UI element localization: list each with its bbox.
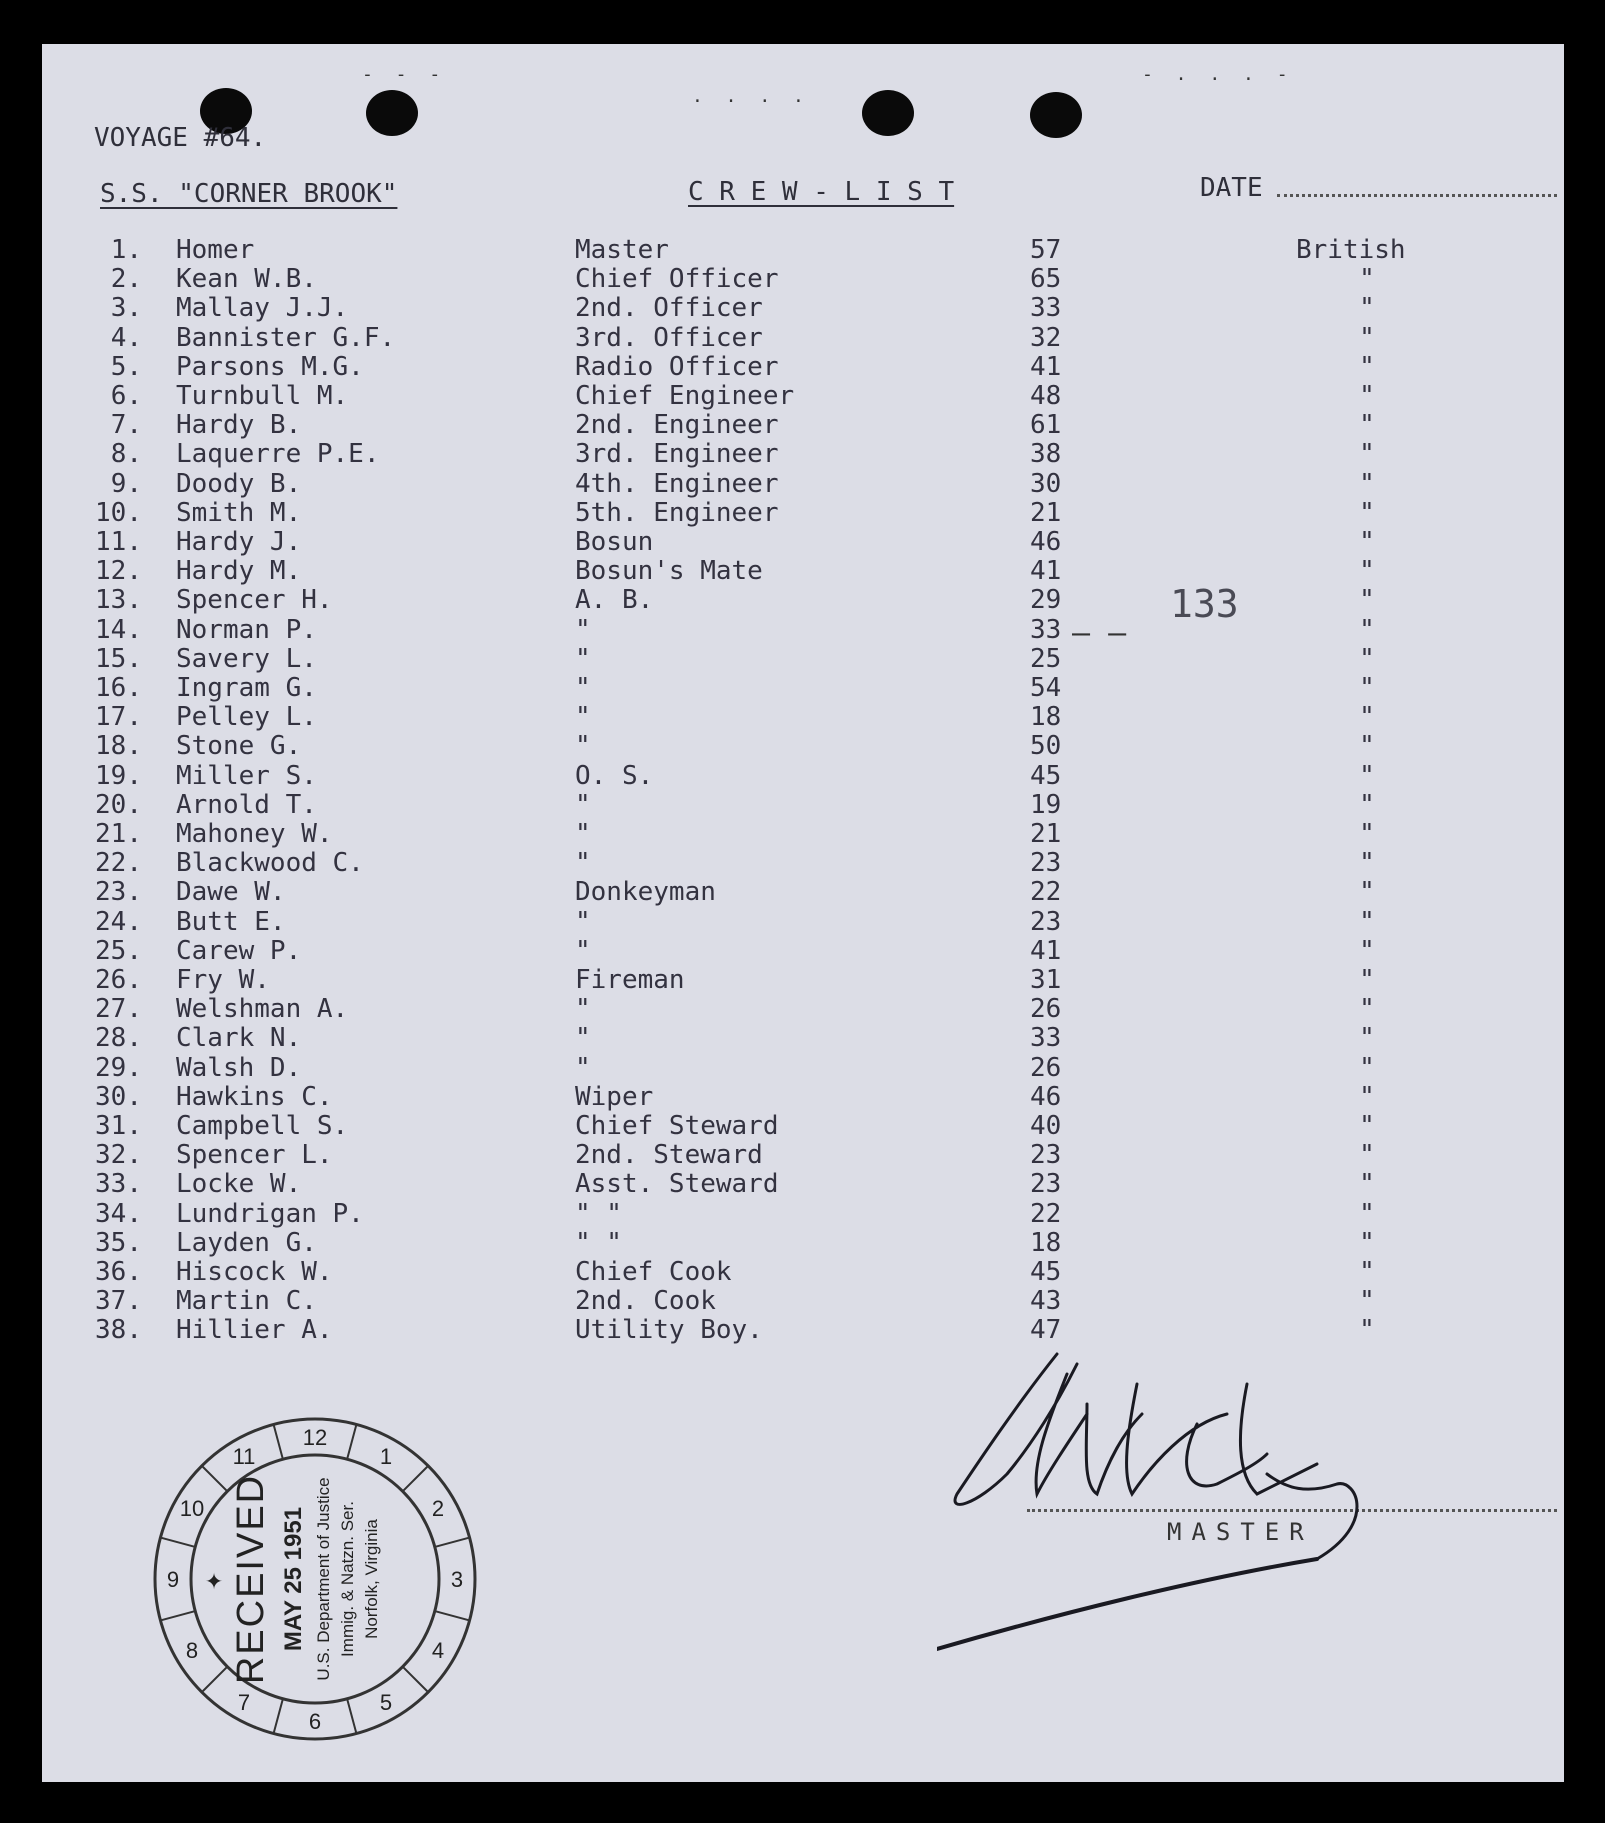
crew-age: 23 <box>1030 1140 1062 1171</box>
crew-age: 26 <box>1030 994 1062 1025</box>
crew-number: 18. <box>95 731 142 762</box>
crew-rank: " <box>575 614 591 645</box>
table-row <box>42 1170 1522 1199</box>
crew-number: 34. <box>95 1198 142 1229</box>
crew-age: 18 <box>1030 1227 1062 1258</box>
crew-nationality: " <box>1359 731 1375 762</box>
crew-number: 26. <box>95 965 142 995</box>
crew-rank: A. B. <box>575 585 654 616</box>
crew-number: 38. <box>95 1315 142 1346</box>
crew-name: Mallay J.J. <box>176 293 349 324</box>
table-row <box>42 1200 1522 1229</box>
crew-name: Mahoney W. <box>176 819 333 849</box>
stamp-hour-label: 5 <box>379 1689 393 1715</box>
crew-nationality: " <box>1359 1198 1375 1229</box>
stamp-hour-label: 4 <box>431 1638 445 1663</box>
crew-nationality: " <box>1359 614 1375 645</box>
crew-rank: 2nd. Cook <box>575 1286 716 1317</box>
scan-marks: - . . . - <box>1142 64 1294 85</box>
crew-nationality: " <box>1359 322 1375 353</box>
crew-nationality: " <box>1359 1227 1375 1258</box>
table-row <box>42 353 1522 382</box>
crew-rank: Bosun <box>575 527 654 557</box>
crew-age: 23 <box>1030 848 1062 879</box>
crew-name: Martin C. <box>176 1286 317 1317</box>
crew-rank: " <box>575 731 591 762</box>
stamp-tick <box>202 1667 227 1692</box>
crew-rank: Master <box>575 235 669 265</box>
table-row <box>42 440 1522 469</box>
crew-number: 23. <box>95 877 142 908</box>
crew-age: 54 <box>1030 673 1062 703</box>
stamp-tick <box>274 1699 283 1734</box>
crew-age: 33 <box>1030 614 1062 645</box>
crew-age: 30 <box>1030 468 1062 499</box>
table-row <box>42 382 1522 411</box>
crew-name: Doody B. <box>176 468 302 499</box>
crew-nationality: " <box>1359 906 1375 937</box>
crew-nationality: " <box>1359 381 1375 411</box>
table-row <box>42 878 1522 907</box>
stamp-hour-label: 6 <box>308 1709 322 1734</box>
stamp-tick <box>435 1611 470 1620</box>
crew-name: Miller S. <box>176 760 317 791</box>
crew-rank: Fireman <box>575 965 685 995</box>
crew-number: 10. <box>95 497 142 528</box>
crew-age: 21 <box>1030 819 1062 849</box>
crew-number: 14. <box>95 614 142 645</box>
stamp-star-icon: ✦ <box>205 1562 224 1597</box>
table-row <box>42 674 1522 703</box>
crew-rank: Asst. Steward <box>575 1169 779 1200</box>
crew-rank: " <box>575 1052 591 1083</box>
crew-number: 20. <box>95 789 142 820</box>
table-row <box>42 995 1522 1024</box>
stamp-date: MAY 25 1951 <box>280 1506 307 1652</box>
table-row <box>42 820 1522 849</box>
stamp-hour-label: 3 <box>450 1567 464 1592</box>
crew-nationality: " <box>1359 760 1375 791</box>
table-row <box>42 1054 1522 1083</box>
date-line <box>1277 194 1557 197</box>
crew-nationality: " <box>1359 935 1375 966</box>
crew-nationality: " <box>1359 556 1375 587</box>
received-stamp <box>150 1414 480 1744</box>
punch-hole <box>862 90 914 136</box>
crew-name: Hardy B. <box>176 410 302 441</box>
crew-number: 8. <box>110 439 142 470</box>
crew-name: Parsons M.G. <box>176 351 364 382</box>
stamp-tick <box>435 1538 470 1547</box>
crew-nationality: " <box>1359 1169 1375 1200</box>
crew-number: 17. <box>95 702 142 733</box>
handwritten-total: 133 <box>1170 582 1239 626</box>
crew-age: 23 <box>1030 906 1062 937</box>
crew-rank: Chief Cook <box>575 1257 732 1287</box>
table-row <box>42 411 1522 440</box>
scan-marks: . . . . <box>692 86 810 107</box>
crew-nationality: " <box>1359 527 1375 557</box>
crew-list-document <box>42 44 1564 1782</box>
table-row <box>42 1024 1522 1053</box>
crew-age: 57 <box>1030 235 1062 265</box>
crew-number: 35. <box>95 1227 142 1258</box>
crew-age: 46 <box>1030 527 1062 557</box>
crew-rank: 2nd. Officer <box>575 293 763 324</box>
crew-name: Hiscock W. <box>176 1257 333 1287</box>
crew-number: 4. <box>110 322 142 353</box>
crew-rank: Donkeyman <box>575 877 716 908</box>
crew-nationality: " <box>1359 702 1375 733</box>
crew-name: Dawe W. <box>176 877 286 908</box>
crew-rank: " <box>575 673 591 703</box>
crew-rank: " <box>575 994 591 1025</box>
stamp-location: Norfolk, Virginia <box>362 1519 381 1639</box>
stamp-tick <box>347 1699 356 1734</box>
table-row <box>42 1083 1522 1112</box>
voyage-number: VOYAGE #64. <box>94 123 267 153</box>
crew-number: 37. <box>95 1286 142 1317</box>
crew-name: Clark N. <box>176 1023 302 1054</box>
crew-nationality: " <box>1359 439 1375 470</box>
crew-rank: 3rd. Officer <box>575 322 763 353</box>
crew-rank: O. S. <box>575 760 654 791</box>
crew-name: Pelley L. <box>176 702 317 733</box>
master-label: MASTER <box>1167 1518 1314 1546</box>
crew-age: 23 <box>1030 1169 1062 1200</box>
stamp-tick <box>160 1611 195 1620</box>
stamp-tick <box>347 1424 356 1459</box>
master-signature <box>937 1344 1457 1684</box>
crew-age: 61 <box>1030 410 1062 441</box>
crew-number: 36. <box>95 1257 142 1287</box>
crew-rank: " <box>575 848 591 879</box>
stamp-tick <box>160 1538 195 1547</box>
crew-rank: 5th. Engineer <box>575 497 779 528</box>
crew-age: 40 <box>1030 1111 1062 1141</box>
crew-name: Locke W. <box>176 1169 302 1200</box>
crew-age: 29 <box>1030 585 1062 616</box>
crew-number: 1. <box>110 235 142 265</box>
table-row <box>42 703 1522 732</box>
crew-nationality: " <box>1359 1052 1375 1083</box>
crew-age: 33 <box>1030 293 1062 324</box>
table-row <box>42 294 1522 323</box>
crew-number: 2. <box>110 264 142 295</box>
crew-nationality: " <box>1359 1315 1375 1346</box>
stamp-hour-label: 12 <box>302 1425 328 1450</box>
crew-name: Fry W. <box>176 965 270 995</box>
crew-nationality: " <box>1359 877 1375 908</box>
stamp-hour-label: 2 <box>431 1496 445 1521</box>
scan-marks: - - - <box>362 64 447 85</box>
crew-number: 27. <box>95 994 142 1025</box>
crew-name: Campbell S. <box>176 1111 349 1141</box>
crew-age: 32 <box>1030 322 1062 353</box>
crew-name: Welshman A. <box>176 994 349 1025</box>
crew-nationality: " <box>1359 1023 1375 1054</box>
crew-age: 31 <box>1030 965 1062 995</box>
crew-name: Carew P. <box>176 935 302 966</box>
table-row <box>42 470 1522 499</box>
crew-name: Homer <box>176 235 255 265</box>
stamp-received-word: RECEIVED <box>230 1473 272 1685</box>
crew-rank: Chief Steward <box>575 1111 779 1141</box>
crew-rank: Chief Officer <box>575 264 779 295</box>
table-row <box>42 908 1522 937</box>
table-row <box>42 762 1522 791</box>
crew-number: 22. <box>95 848 142 879</box>
crew-name: Layden G. <box>176 1227 317 1258</box>
table-row <box>42 236 1522 265</box>
table-row <box>42 791 1522 820</box>
crew-name: Lundrigan P. <box>176 1198 364 1229</box>
crew-nationality: " <box>1359 819 1375 849</box>
crew-nationality: " <box>1359 497 1375 528</box>
crew-age: 41 <box>1030 556 1062 587</box>
crew-name: Butt E. <box>176 906 286 937</box>
crew-rank: 4th. Engineer <box>575 468 779 499</box>
crew-name: Arnold T. <box>176 789 317 820</box>
annotation-mark: — — <box>1072 616 1127 651</box>
crew-rank: " <box>575 819 591 849</box>
table-row <box>42 1287 1522 1316</box>
crew-nationality: " <box>1359 585 1375 616</box>
crew-number: 31. <box>95 1111 142 1141</box>
crew-number: 16. <box>95 673 142 703</box>
crew-rank: 2nd. Engineer <box>575 410 779 441</box>
table-row <box>42 499 1522 528</box>
crew-number: 12. <box>95 556 142 587</box>
crew-rank: " " <box>575 1198 622 1229</box>
crew-number: 28. <box>95 1023 142 1054</box>
crew-name: Hardy J. <box>176 527 302 557</box>
crew-age: 25 <box>1030 643 1062 674</box>
table-row <box>42 937 1522 966</box>
crew-nationality: " <box>1359 673 1375 703</box>
crew-rank: Bosun's Mate <box>575 556 763 587</box>
crew-rank: Utility Boy. <box>575 1315 763 1346</box>
crew-name: Ingram G. <box>176 673 317 703</box>
crew-nationality: " <box>1359 789 1375 820</box>
crew-name: Hardy M. <box>176 556 302 587</box>
crew-rank: " <box>575 906 591 937</box>
crew-age: 33 <box>1030 1023 1062 1054</box>
crew-age: 48 <box>1030 381 1062 411</box>
crew-name: Hawkins C. <box>176 1081 333 1112</box>
crew-name: Kean W.B. <box>176 264 317 295</box>
crew-number: 24. <box>95 906 142 937</box>
table-row <box>42 528 1522 557</box>
table-row <box>42 966 1522 995</box>
crew-nationality: British <box>1296 235 1406 265</box>
crew-number: 3. <box>110 293 142 324</box>
crew-rank: " <box>575 789 591 820</box>
crew-name: Stone G. <box>176 731 302 762</box>
crew-rank: 3rd. Engineer <box>575 439 779 470</box>
crew-rank: " " <box>575 1227 622 1258</box>
crew-number: 5. <box>110 351 142 382</box>
stamp-tick <box>202 1466 227 1491</box>
crew-nationality: " <box>1359 1257 1375 1287</box>
table-row <box>42 849 1522 878</box>
crew-rank: Wiper <box>575 1081 654 1112</box>
document-title: C R E W - L I S T <box>688 177 955 207</box>
crew-name: Laquerre P.E. <box>176 439 380 470</box>
crew-name: Hillier A. <box>176 1315 333 1346</box>
crew-nationality: " <box>1359 1111 1375 1141</box>
stamp-hour-label: 9 <box>166 1567 180 1592</box>
crew-age: 46 <box>1030 1081 1062 1112</box>
punch-hole <box>1030 92 1082 138</box>
table-row <box>42 324 1522 353</box>
crew-number: 25. <box>95 935 142 966</box>
crew-age: 21 <box>1030 497 1062 528</box>
crew-number: 29. <box>95 1052 142 1083</box>
crew-name: Spencer L. <box>176 1140 333 1171</box>
crew-nationality: " <box>1359 410 1375 441</box>
stamp-tick <box>274 1424 283 1459</box>
crew-age: 47 <box>1030 1315 1062 1346</box>
crew-age: 22 <box>1030 877 1062 908</box>
crew-number: 9. <box>110 468 142 499</box>
table-row <box>42 557 1522 586</box>
crew-nationality: " <box>1359 848 1375 879</box>
table-row <box>42 732 1522 761</box>
crew-name: Spencer H. <box>176 585 333 616</box>
stamp-hour-label: 1 <box>379 1444 393 1470</box>
crew-name: Norman P. <box>176 614 317 645</box>
stamp-hour-label: 11 <box>232 1444 256 1470</box>
crew-rank: " <box>575 935 591 966</box>
crew-name: Blackwood C. <box>176 848 364 879</box>
crew-nationality: " <box>1359 468 1375 499</box>
crew-age: 45 <box>1030 1257 1062 1287</box>
crew-name: Bannister G.F. <box>176 322 396 353</box>
table-row <box>42 1258 1522 1287</box>
crew-name: Smith M. <box>176 497 302 528</box>
crew-nationality: " <box>1359 1286 1375 1317</box>
table-row <box>42 1316 1522 1345</box>
crew-age: 65 <box>1030 264 1062 295</box>
crew-number: 11. <box>95 527 142 557</box>
date-label: DATE <box>1200 173 1263 203</box>
punch-hole <box>366 90 418 136</box>
crew-nationality: " <box>1359 264 1375 295</box>
table-row <box>42 1112 1522 1141</box>
crew-age: 41 <box>1030 935 1062 966</box>
crew-number: 21. <box>95 819 142 849</box>
crew-name: Turnbull M. <box>176 381 349 411</box>
crew-rank: 2nd. Steward <box>575 1140 763 1171</box>
crew-age: 43 <box>1030 1286 1062 1317</box>
crew-age: 41 <box>1030 351 1062 382</box>
crew-nationality: " <box>1359 1081 1375 1112</box>
crew-rank: " <box>575 643 591 674</box>
stamp-hour-label: 10 <box>179 1496 205 1521</box>
crew-number: 33. <box>95 1169 142 1200</box>
crew-age: 18 <box>1030 702 1062 733</box>
crew-nationality: " <box>1359 643 1375 674</box>
crew-nationality: " <box>1359 1140 1375 1171</box>
crew-number: 13. <box>95 585 142 616</box>
crew-name: Savery L. <box>176 643 317 674</box>
crew-age: 38 <box>1030 439 1062 470</box>
crew-rank: Chief Engineer <box>575 381 795 411</box>
crew-number: 15. <box>95 643 142 674</box>
crew-rank: Radio Officer <box>575 351 779 382</box>
crew-rank: " <box>575 702 591 733</box>
stamp-tick <box>403 1466 428 1491</box>
stamp-dept: U.S. Department of Justice <box>314 1477 333 1681</box>
stamp-hour-label: 8 <box>185 1638 199 1663</box>
crew-age: 22 <box>1030 1198 1062 1229</box>
stamp-hour-label: 7 <box>237 1689 251 1715</box>
table-row <box>42 1229 1522 1258</box>
crew-nationality: " <box>1359 351 1375 382</box>
crew-number: 7. <box>110 410 142 441</box>
crew-age: 50 <box>1030 731 1062 762</box>
table-row <box>42 1141 1522 1170</box>
stamp-tick <box>403 1667 428 1692</box>
crew-rank: " <box>575 1023 591 1054</box>
table-row <box>42 645 1522 674</box>
table-row <box>42 616 1522 645</box>
crew-nationality: " <box>1359 965 1375 995</box>
crew-nationality: " <box>1359 293 1375 324</box>
crew-number: 32. <box>95 1140 142 1171</box>
crew-number: 6. <box>110 381 142 411</box>
crew-age: 26 <box>1030 1052 1062 1083</box>
ship-name: S.S. "CORNER BROOK" <box>100 179 398 209</box>
crew-number: 19. <box>95 760 142 791</box>
crew-age: 19 <box>1030 789 1062 820</box>
crew-nationality: " <box>1359 994 1375 1025</box>
table-row <box>42 586 1522 615</box>
table-row <box>42 265 1522 294</box>
crew-number: 30. <box>95 1081 142 1112</box>
stamp-service: Immig. & Natzn. Ser. <box>338 1501 357 1657</box>
crew-name: Walsh D. <box>176 1052 302 1083</box>
crew-age: 45 <box>1030 760 1062 791</box>
